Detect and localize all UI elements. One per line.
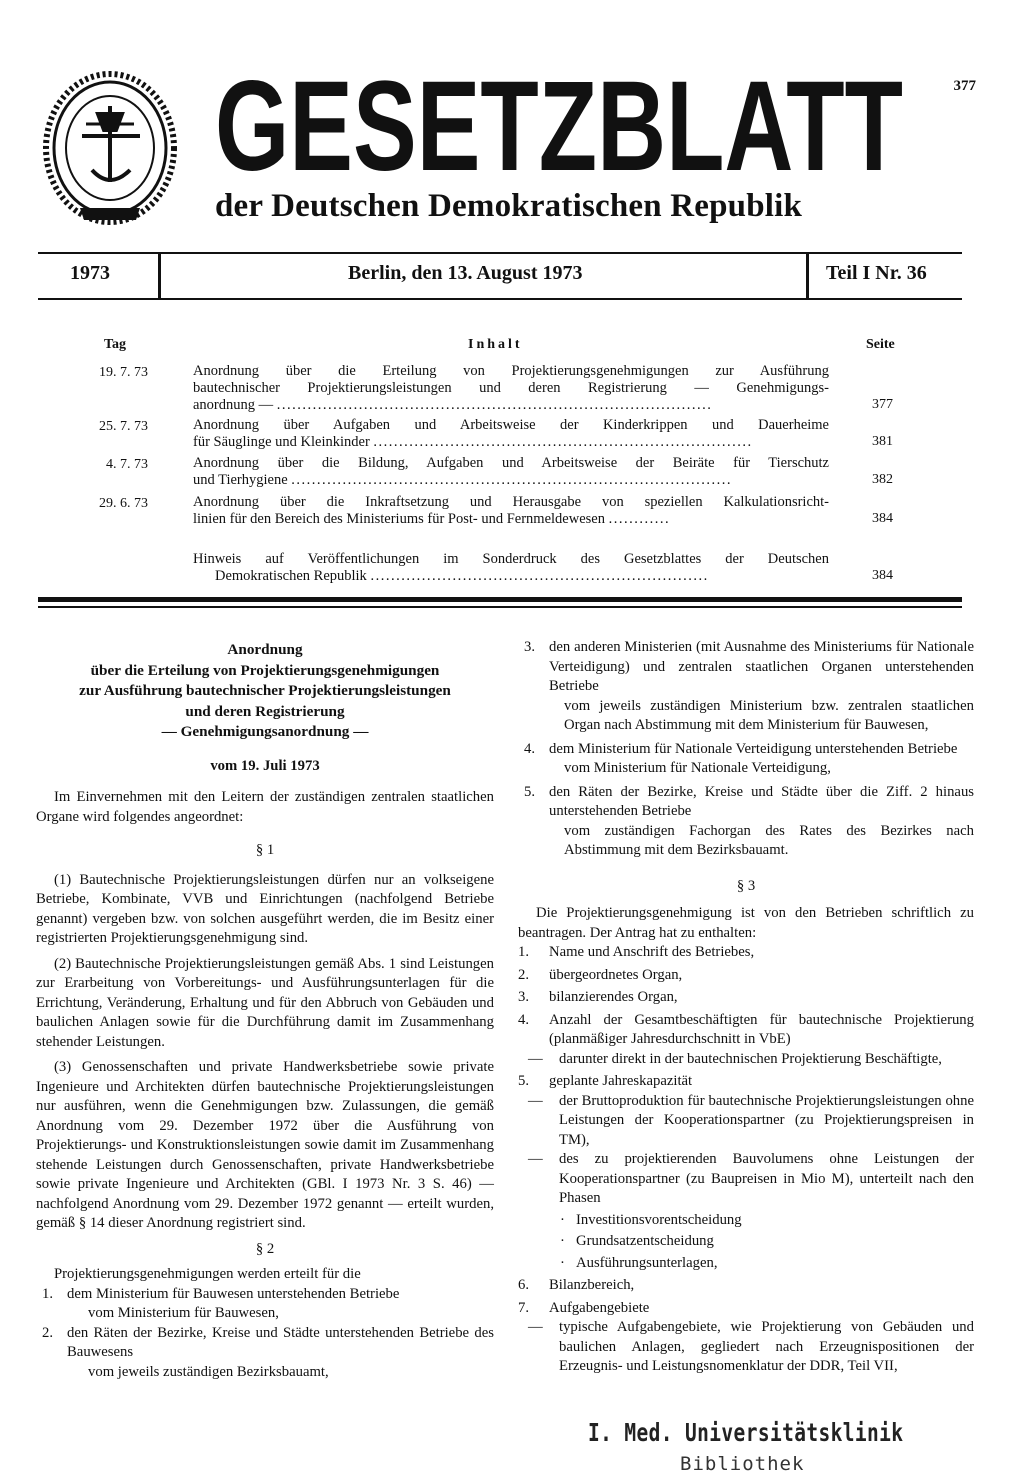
paragraph: Die Projektierungsgenehmigung ist von den Betrieben schriftlich zu beantragen. Der Antrag hat zu enthalten:: [518, 905, 974, 941]
toc-text: Anordnung über Aufgaben und Arbeitsweise der Kinderkrippen und Dauerheime: [193, 417, 829, 433]
paragraph: (1) Bautechnische Projektierungsleistungen dürfen nur an volkseigene Betriebe, Kombinate, VVB und Einrichtungen (nachfolgend Betriebe genannt) vergeben bzw. von solchen ausgeführt werden, die im Besitz einer registrierten Projektierungsgenehmigung sind.: [36, 871, 494, 946]
toc-page: 384: [872, 568, 893, 583]
list-item: [518, 783, 974, 822]
header-top-rule: [38, 252, 962, 254]
header-bottom-rule: [38, 298, 962, 300]
list-sub: vom jeweils zuständigen Ministerium bzw. zentralen staatlichen Organ nach Abstimmung mit dem Ministerium für Bauwesen,: [564, 697, 974, 733]
dash-text: der Bruttoproduktion für bautechnische Projektierungsleistungen ohne Leistungen der Kooperationspartner (zu Projektierungspreisen in TM),: [559, 1092, 974, 1148]
list-number: 1.: [518, 944, 530, 960]
bullet-marker: ·: [560, 1254, 565, 1271]
library-stamp-line2: Bibliothek: [680, 1453, 805, 1475]
toc-text: Anordnung über die Erteilung von Projektierungsgenehmigungen zur Ausführung: [193, 363, 829, 379]
intro-paragraph: Im Einvernehmen mit den Leitern der zuständigen zentralen staatlichen Organe wird folgendes angeordnet:: [36, 789, 494, 825]
list-item: [518, 1276, 974, 1296]
dash-marker: —: [528, 1050, 543, 1067]
list-text: bilanzierendes Organ,: [549, 989, 678, 1005]
list-text: Aufgabengebiete: [549, 1299, 650, 1316]
list-item: [518, 740, 974, 760]
list-text: den anderen Ministerien (mit Ausnahme des Ministeriums für Nationale Verteidigung) und zentralen staatlichen Organen unterstehenden Betriebe: [549, 639, 974, 694]
bullet-item: [518, 1232, 974, 1252]
toc-col-date: Tag: [104, 337, 127, 352]
list-item: [518, 638, 974, 697]
bullet-item: [518, 1211, 974, 1231]
masthead-subtitle: der Deutschen Demokratischen Republik: [215, 188, 803, 224]
list-text: dem Ministerium für Bauwesen unterstehenden Betriebe: [67, 1285, 400, 1302]
list-text: den Räten der Bezirke, Kreise und Städte über die Ziff. 2 hinaus unterstehenden Betriebe: [549, 783, 974, 819]
list-number: 4.: [524, 740, 536, 757]
list-sub: vom Ministerium für Nationale Verteidigung,: [564, 760, 831, 776]
toc-text: linien für den Bereich des Ministeriums für Post- und Fernmeldewesen ............: [193, 511, 671, 527]
list-number: 2.: [518, 966, 530, 983]
title-line: zur Ausführung bautechnischer Projektierungsleistungen: [79, 682, 451, 699]
toc-text: und Tierhygiene ......................................................................................: [193, 472, 733, 488]
list-item: [36, 1324, 494, 1363]
toc-col-page: Seite: [866, 337, 895, 352]
list-item: [518, 943, 974, 963]
list-sub: vom zuständigen Fachorgan des Rates des Bezirkes nach Abstimmung mit dem Bezirksbauamt.: [564, 822, 974, 858]
list-text: übergeordnetes Organ,: [549, 966, 683, 983]
list-item: [518, 1072, 974, 1092]
list-item: [518, 1011, 974, 1050]
library-stamp-line1: I. Med. Universitätsklinik: [588, 1418, 904, 1447]
toc-text: Anordnung über die Bildung, Aufgaben und Arbeitsweise der Beiräte für Tierschutz: [193, 455, 829, 471]
section-divider-thick: [38, 597, 962, 602]
title-line: über die Erteilung von Projektierungsgenehmigungen: [90, 661, 440, 679]
dash-item: [518, 1318, 974, 1377]
toc-col-content: Inhalt: [468, 337, 523, 352]
right-column: [518, 638, 974, 1377]
title-line: und deren Registrierung: [185, 702, 345, 720]
list-text: Bilanzbereich,: [549, 1277, 635, 1293]
toc-page: 381: [872, 434, 893, 449]
list-item: [518, 988, 974, 1008]
bullet-text: Ausführungsunterlagen,: [576, 1254, 718, 1271]
list-text: Name und Anschrift des Betriebes,: [549, 944, 755, 960]
toc-text: für Säuglinge und Kleinkinder ..........................................................................: [193, 434, 753, 450]
title-line: — Genehmigungsanordnung —: [161, 723, 369, 740]
issue-year: 1973: [70, 262, 110, 284]
dash-marker: —: [528, 1151, 543, 1167]
toc-date: 25. 7. 73: [99, 419, 148, 434]
dash-marker: —: [528, 1092, 543, 1109]
dash-marker: —: [528, 1319, 543, 1335]
dash-item: [518, 1092, 974, 1151]
list-number: 3.: [518, 989, 530, 1005]
list-text: Anzahl der Gesamtbeschäftigten für bautechnische Projektierung (planmäßiger Jahresdurchschnitt in VbE): [549, 1011, 974, 1047]
list-text: den Räten der Bezirke, Kreise und Städte unterstehenden Betriebe des Bauwesens: [67, 1324, 494, 1360]
toc-date: 19. 7. 73: [99, 365, 148, 380]
list-number: 5.: [518, 1073, 530, 1089]
list-number: 3.: [524, 639, 536, 655]
list-item: [518, 966, 974, 986]
place-date: Berlin, den 13. August 1973: [348, 262, 583, 284]
bullet-marker: ·: [560, 1233, 565, 1249]
title-line: Anordnung: [227, 641, 303, 658]
left-column: [36, 640, 494, 1382]
toc-date: 29. 6. 73: [99, 496, 148, 511]
toc-date: 4. 7. 73: [106, 457, 148, 472]
dash-text: darunter direkt in der bautechnischen Projektierung Beschäftigte,: [559, 1050, 942, 1067]
list-number: 2.: [42, 1324, 54, 1341]
list-number: 1.: [42, 1285, 54, 1302]
section-divider-thin: [38, 606, 962, 608]
list-number: 7.: [518, 1299, 530, 1316]
list-number: 4.: [518, 1011, 530, 1028]
page-number: 377: [953, 78, 976, 94]
masthead-title: [215, 72, 905, 182]
paragraph: (3) Genossenschaften und private Handwerksbetriebe sowie private Ingenieure und Architekten dürfen bautechnische Projektierungsleistungen nur ausführen, wenn die Genehmigungen bzw. Zulassungen, die gemäß Anordnung vom 29. Dezember 1972 über die Ausführung von Projektierungs- und Konstruktionsleistungen sowie damit im Zusammenhang stehende Leistungen durch Genossenschaften, private Handwerksbetriebe sowie private Ingenieure und Architekten (GBl. I 1973 Nr. 3 S. 46) — nachfolgend Anordnung vom 29. Dezember 1972 genannt — erteilt wurden, gemäß § 14 dieser Anordnung registriert sind.: [36, 1059, 494, 1231]
toc-page: 377: [872, 397, 893, 412]
bullet-item: [518, 1254, 974, 1274]
bullet-text: Grundsatzentscheidung: [576, 1233, 714, 1249]
list-item: [36, 1285, 494, 1305]
dash-item: [518, 1150, 974, 1209]
dash-text: typische Aufgabengebiete, wie Projektierung von Gebäuden und baulichen Anlagen, gegliedert nach Erzeugnispositionen der Erzeugnis- und Leistungsnomenklatur der DDR, Teil VII,: [559, 1319, 974, 1374]
svg-text:GESETZBLATT: GESETZBLATT: [215, 72, 903, 182]
dash-text: des zu projektierenden Bauvolumens ohne Leistungen der Kooperationspartner (zu Baupreisen in Mio M), unterteilt nach den Phasen: [559, 1151, 974, 1206]
toc-text: Hinweis auf Veröffentlichungen im Sonderdruck des Gesetzblattes der Deutschen: [193, 551, 829, 567]
list-text: dem Ministerium für Nationale Verteidigung unterstehenden Betriebe: [549, 740, 958, 757]
decree-date: vom 19. Juli 1973: [210, 757, 320, 774]
toc-page: 384: [872, 511, 893, 526]
bullet-text: Investitionsvorentscheidung: [576, 1211, 742, 1228]
bullet-marker: ·: [560, 1211, 565, 1228]
list-sub: vom jeweils zuständigen Bezirksbauamt,: [88, 1363, 329, 1380]
toc-text: bautechnischer Projektierungsleistungen und deren Registrierung — Genehmigungs-: [193, 380, 829, 396]
section-heading: § 1: [255, 842, 275, 858]
list-sub: vom Ministerium für Bauwesen,: [88, 1305, 279, 1321]
toc-text: Anordnung über die Inkraftsetzung und Herausgabe von speziellen Kalkulationsricht-: [193, 494, 829, 510]
toc-page: 382: [872, 472, 893, 487]
dash-item: [518, 1050, 974, 1070]
paragraph: (2) Bautechnische Projektierungsleistungen gemäß Abs. 1 sind Leistungen zur Erarbeitung von Vorbereitungs- und Ausführungsunterlagen für die Errichtung, Veränderung, Erhaltung und für den Abbruch von Gebäuden und baulichen Anlagen sowie für die Durchführung damit im Zusammenhang stehender Leistungen.: [36, 955, 494, 1050]
toc-text: anordnung — .....................................................................................: [193, 397, 713, 413]
list-number: 6.: [518, 1277, 530, 1293]
list-text: geplante Jahreskapazität: [549, 1073, 693, 1089]
section-heading: § 2: [255, 1240, 275, 1257]
toc-text: Demokratischen Republik ..................................................................: [215, 568, 709, 584]
decree-title: [36, 640, 494, 743]
issue-number: Teil I Nr. 36: [826, 262, 927, 284]
header-divider-right: [806, 252, 809, 300]
header-divider-left: [158, 252, 161, 300]
list-number: 5.: [524, 783, 536, 800]
section-heading: § 3: [736, 877, 756, 894]
paragraph: Projektierungsgenehmigungen werden erteilt für die: [54, 1266, 361, 1282]
state-emblem-icon: [40, 70, 180, 230]
list-item: [518, 1299, 974, 1319]
